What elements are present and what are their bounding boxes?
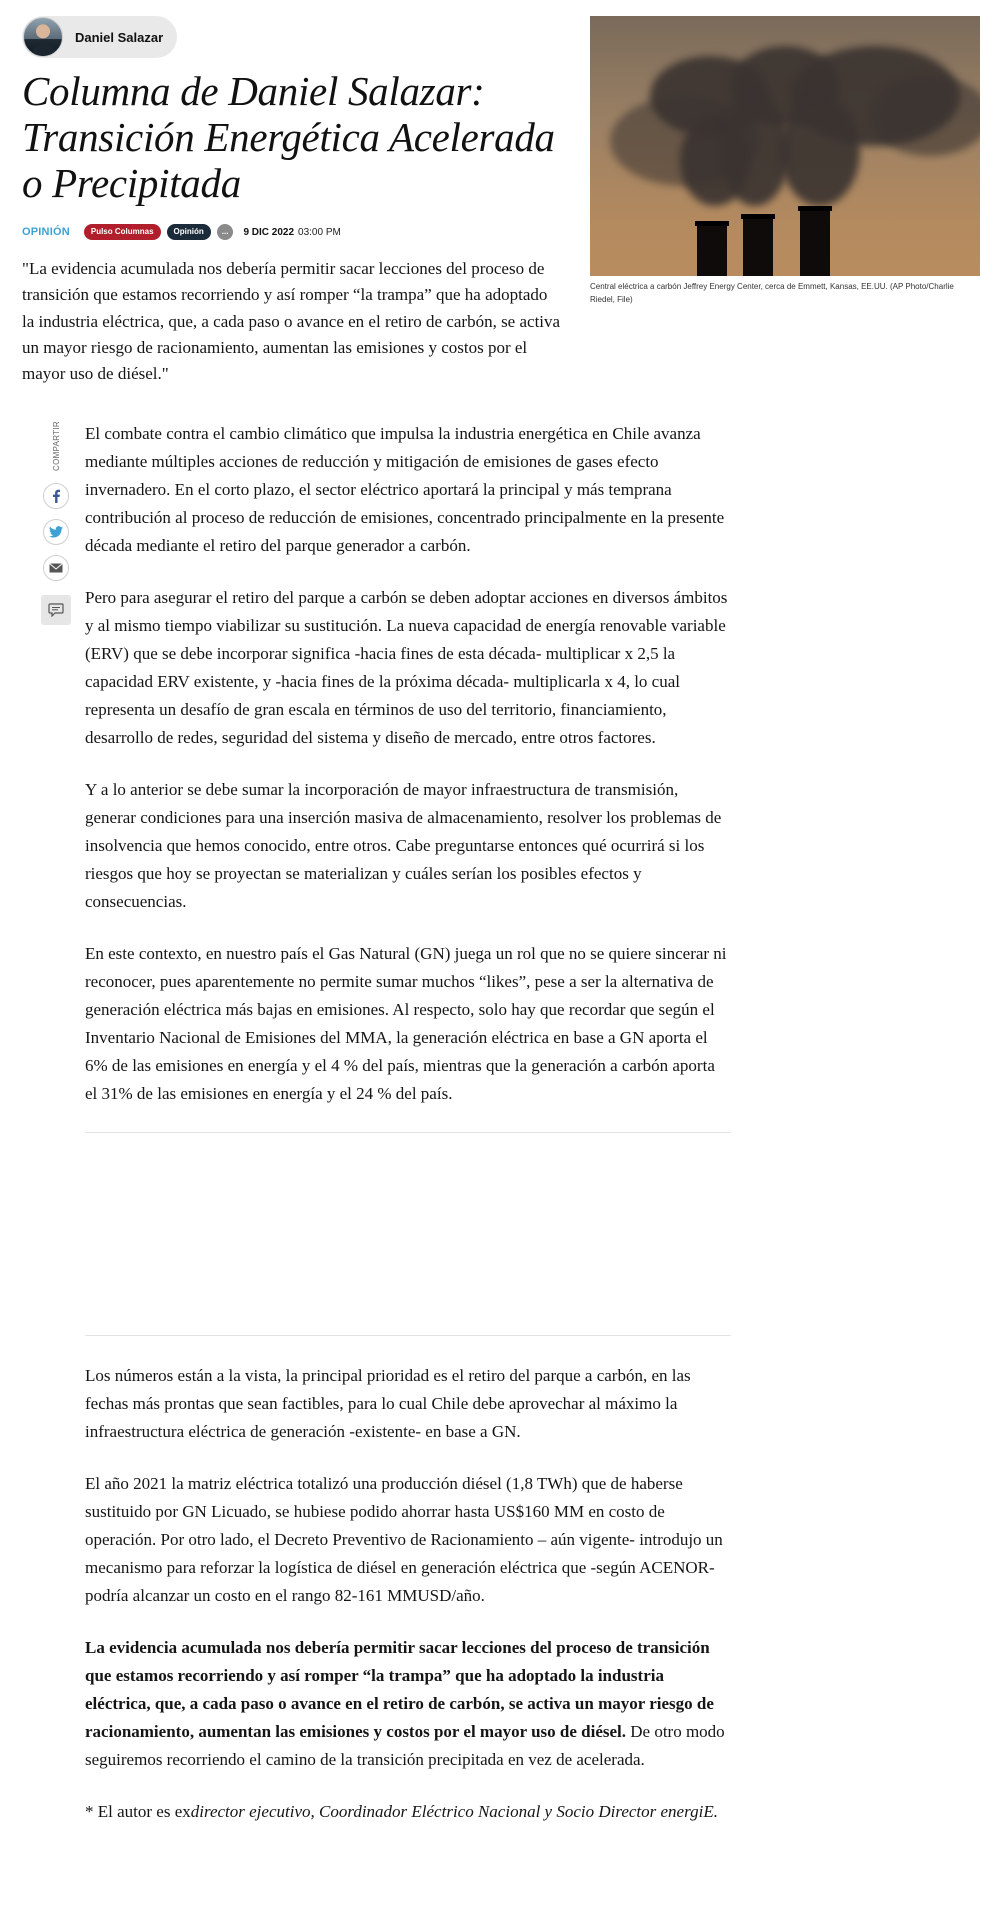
ad-slot: [85, 1133, 731, 1335]
mail-share-button[interactable]: [43, 555, 69, 581]
avatar: [23, 17, 63, 57]
article-body: [85, 420, 731, 1850]
facebook-share-button[interactable]: [43, 483, 69, 509]
divider-bottom: [85, 1335, 731, 1336]
paragraph-1: El combate contra el cambio climático que impulsa la industria energética en Chile avanza mediante múltiples acciones de reducción y mitigación de emisiones de gases efecto invernadero. En el corto plazo, el sector eléctrico aportará la principal y más temprana contribución al proceso de reducción de emisiones, concentrado principalmente en la presente década mediante el retiro del parque generador a carbón.: [85, 424, 725, 555]
section-link[interactable]: OPINIÓN: [22, 226, 70, 238]
share-rail: [42, 416, 70, 625]
article-photo[interactable]: [590, 16, 980, 276]
lead-quote: "La evidencia acumulada nos debería permitir sacar lecciones del proceso de transición que estamos recorriendo y así romper “la trampa” que ha adoptado la industria eléctrica, que, a cada paso o avance en el retiro de carbón, se activa un mayor riesgo de racionamiento, aumentan las emisiones y costos por el mayor uso de diésel.": [22, 259, 561, 384]
tag-pulso-columnas[interactable]: Pulso Columnas: [84, 224, 161, 240]
author-pill[interactable]: [22, 16, 177, 58]
comment-button[interactable]: [41, 595, 71, 625]
paragraph-3: Y a lo anterior se debe sumar la incorporación de mayor infraestructura de transmisión, generar condiciones para una inserción masiva de almacenamiento, resolver los problemas de insolvencia que hemos conocido, entre otros. Cabe preguntarse entonces qué ocurrirá si los riesgos que hoy se proyectan se materializan y cuáles serían los posibles efectos y consecuencias.: [85, 780, 722, 911]
photo-caption: Central eléctrica a carbón Jeffrey Energy Center, cerca de Emmett, Kansas, EE.UU. (AP Photo/Charlie Riedel, File): [590, 282, 954, 304]
author-note-prefix: * El autor es ex: [85, 1802, 191, 1821]
paragraph-7-bold: La evidencia acumulada nos debería permitir sacar lecciones del proceso de transición que estamos recorriendo y así romper “la trampa” que ha adoptado la industria eléctrica, que, a cada paso o avance en el retiro de carbón, se activa un mayor riesgo de racionamiento, aumentan las emisiones y costos por el mayor uso de diésel.: [85, 1638, 714, 1741]
twitter-share-button[interactable]: [43, 519, 69, 545]
author-name[interactable]: Daniel Salazar: [75, 29, 164, 45]
paragraph-6: El año 2021 la matriz eléctrica totalizó una producción diésel (1,8 TWh) que de haberse sustituido por GN Licuado, se hubiese podido ahorrar hasta US$160 MM en costo de operación. Por otro lado, el Decreto Preventivo de Racionamiento – aún vigente- introdujo un mecanismo para reforzar la logística de diésel en generación eléctrica que -según ACENOR- podría alcanzar un costo en el rango 82-161 MMUSD/año.: [85, 1474, 723, 1605]
paragraph-7-rest: De otro modo seguiremos recorriendo el camino de la transición precipitada en vez de acelerada.: [85, 1722, 725, 1769]
comment-icon: [48, 603, 64, 617]
paragraph-4: En este contexto, en nuestro país el Gas Natural (GN) juega un rol que no se quiere sincerar ni reconocer, pues aparentemente no permite sumar muchos “likes”, pese a ser la alternativa de generación eléctrica más bajas en emisiones. Al respecto, solo hay que recordar que según el Inventario Nacional de Emisiones del MMA, la generación eléctrica en base a GN aporta el 6% de las emisiones en energía y el 4 % del país, mientras que la generación a carbón aporta el 31% de las emisiones en energía y el 24 % del país.: [85, 944, 727, 1103]
article-meta: [22, 222, 341, 242]
publish-time: 03:00 PM: [298, 226, 341, 238]
facebook-icon: [50, 489, 62, 503]
twitter-icon: [49, 526, 63, 538]
author-note-role: director ejecutivo, Coordinador Eléctrico Nacional y Socio Director energiE.: [190, 1802, 718, 1821]
share-label: COMPARTIR: [51, 421, 61, 471]
publish-date: 9 DIC 2022: [243, 226, 295, 238]
tag-opinion[interactable]: Opinión: [167, 224, 211, 240]
author-note: [85, 1798, 731, 1826]
paragraph-2: Pero para asegurar el retiro del parque a carbón se deben adoptar acciones en diversos ámbitos y al mismo tiempo viabilizar su sustitución. La nueva capacidad de energía renovable variable (ERV) que se debe incorporar significa -hacia fines de esta década- multiplicar x 2,5 la capacidad ERV existente, y -hacia fines de la próxima década- multiplicarla x 4, lo cual representa un desafío de gran escala en términos de uso del territorio, financiamiento, desarrollo de redes, seguridad del sistema y diseño de mercado, entre otros factores.: [85, 588, 728, 747]
mail-icon: [49, 563, 63, 573]
page-title: Columna de Daniel Salazar: Transición Energética Acelerada o Precipitada: [22, 68, 555, 206]
tag-more-button[interactable]: ...: [217, 224, 234, 240]
paragraph-7: [85, 1634, 731, 1774]
paragraph-5: Los números están a la vista, la principal prioridad es el retiro del parque a carbón, en las fechas más prontas que sean factibles, para lo cual Chile debe aprovechar al máximo la infraestructura eléctrica de generación -existente- en base a GN.: [85, 1366, 691, 1441]
